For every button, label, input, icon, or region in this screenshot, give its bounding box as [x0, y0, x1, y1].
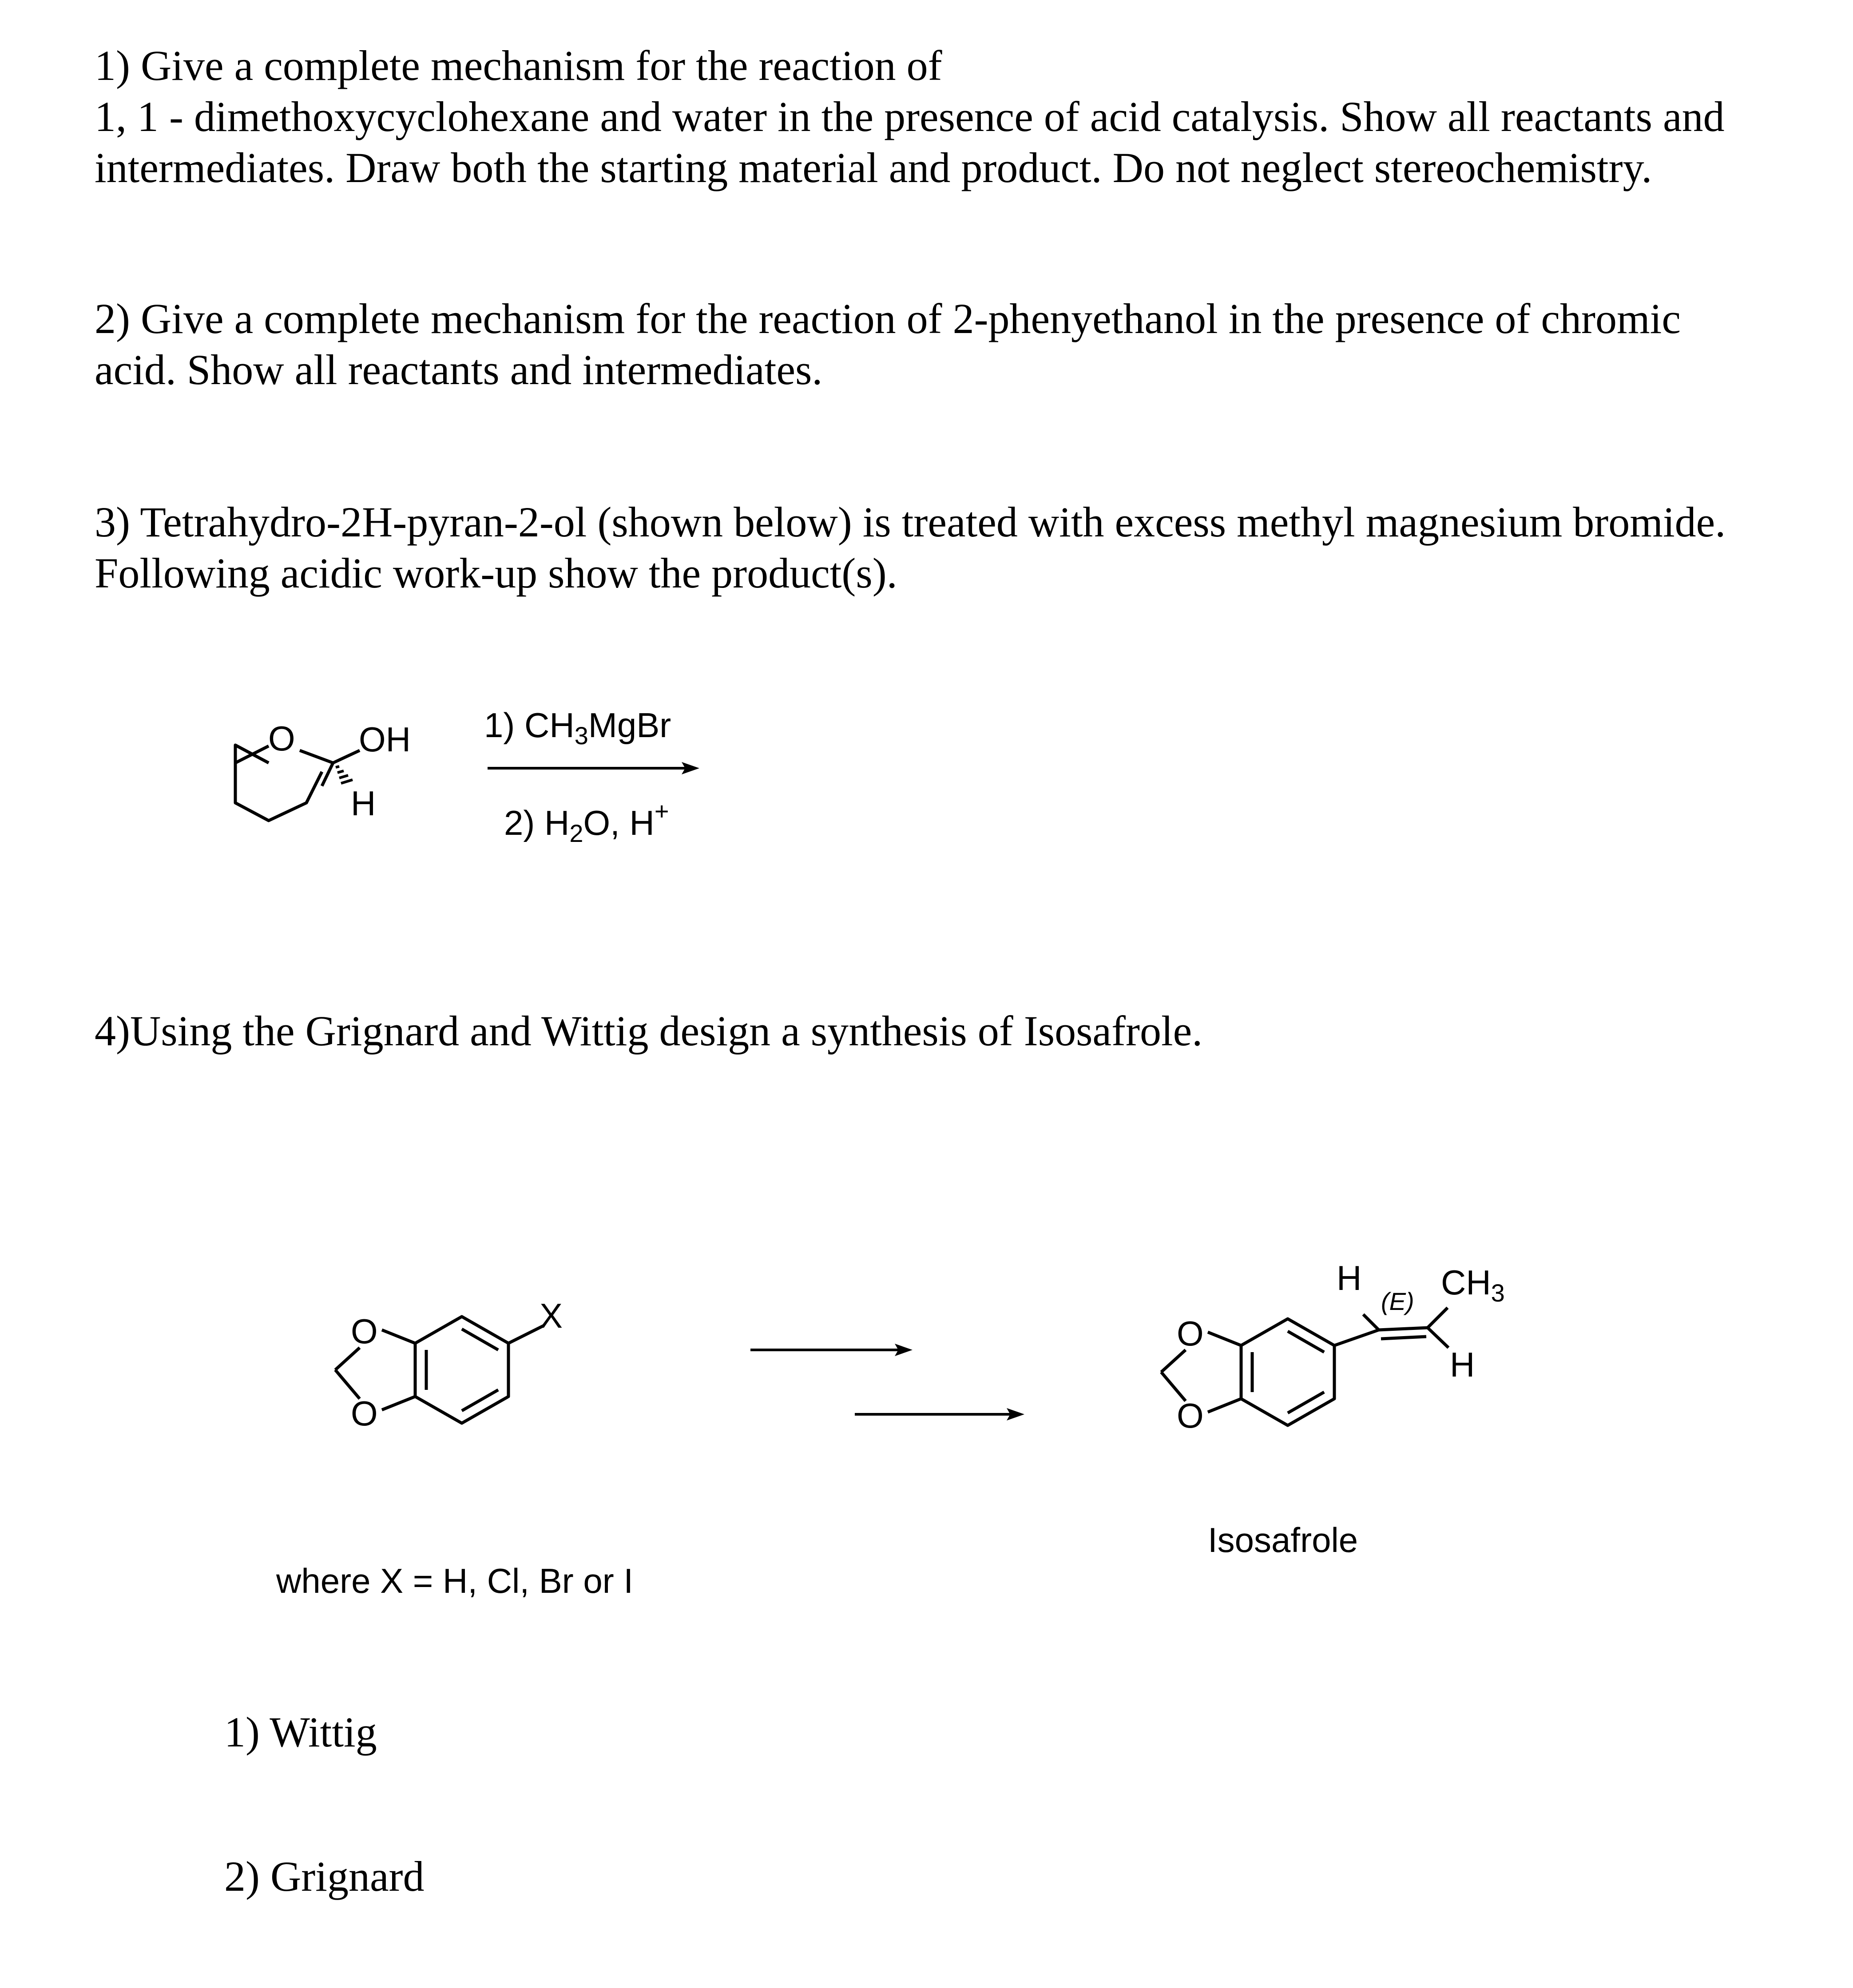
synthesis-arrow-1 — [750, 1344, 913, 1356]
question-2-line-1: 2) Give a complete mechanism for the reaction of 2-phenyethanol in the presence of chromic — [95, 295, 1681, 342]
e-stereo-label: (E) — [1381, 1287, 1414, 1315]
question-3-line-1: 3) Tetrahydro-2H-pyran-2-ol (shown below) is treated with excess methyl magnesium bromide. — [95, 498, 1726, 546]
question-2-line-2: acid. Show all reactants and intermediates. — [95, 346, 823, 393]
vinyl-ch3-bond — [1428, 1308, 1448, 1328]
oh-label: OH — [359, 720, 411, 759]
where-x-label: where X = H, Cl, Br or I — [276, 1561, 634, 1600]
aryl-x-bond — [508, 1325, 544, 1343]
ring-oxygen-label: O — [268, 719, 295, 758]
h-label: H — [351, 784, 376, 823]
question-1-line-1: 1) Give a complete mechanism for the reaction of — [95, 42, 942, 89]
dioxole-bond-c-o-top — [382, 1330, 415, 1343]
question-1-line-3: intermediates. Draw both the starting material and product. Do not neglect stereochemistry. — [95, 144, 1652, 191]
ch3-prefix: CH — [1441, 1263, 1491, 1302]
reagent-1-suffix: MgBr — [588, 706, 671, 745]
benzodioxole-o-bottom-label: O — [351, 1394, 378, 1433]
product-o-top-label: O — [1177, 1314, 1204, 1353]
ch3-label — [1441, 1263, 1505, 1307]
dioxole-bond-o-ch2-top — [335, 1348, 360, 1370]
alkene-bond-1 — [1379, 1328, 1428, 1330]
question-3-line-2: Following acidic work-up show the product(s). — [95, 549, 897, 597]
reagent-2-mid: O, H — [583, 803, 655, 842]
isosafrole-structure — [1161, 1308, 1448, 1425]
isosafrole-name-label: Isosafrole — [1208, 1520, 1358, 1559]
reagent-2-prefix: 2) H — [504, 803, 570, 842]
alkene-bond-2 — [1381, 1337, 1426, 1339]
vinyl-h-bond — [1363, 1314, 1379, 1330]
reagent-2-subscript: 2 — [569, 819, 583, 847]
step-1-wittig: 1) Wittig — [224, 1708, 377, 1756]
aryl-vinyl-bond — [1334, 1330, 1379, 1345]
vinyl-h-right-label: H — [1450, 1345, 1475, 1384]
product-o-bottom-label: O — [1177, 1396, 1204, 1435]
synthesis-arrow-2 — [855, 1408, 1024, 1421]
benzene-ring — [415, 1317, 508, 1423]
vinyl-h-label: H — [1337, 1258, 1362, 1298]
benzene-inner-double-2 — [462, 1390, 498, 1411]
vinyl-h-bond-right — [1428, 1328, 1448, 1348]
product-dioxole-bond-o-ch2-top — [1161, 1350, 1186, 1372]
benzodioxole-o-top-label: O — [351, 1312, 378, 1351]
benzene-inner-double-1 — [462, 1329, 498, 1350]
step-2-grignard: 2) Grignard — [224, 1853, 425, 1900]
product-benzene-inner-double-1 — [1288, 1331, 1324, 1352]
question-1-line-2: 1, 1 - dimethoxycyclohexane and water in the presence of acid catalysis. Show all reactants and — [95, 93, 1725, 140]
ch3-subscript: 3 — [1491, 1279, 1505, 1307]
reagent-2-superscript: + — [654, 797, 669, 825]
product-dioxole-bond-c-o-top — [1208, 1332, 1241, 1345]
question-4-line-1: 4)Using the Grignard and Wittig design a synthesis of Isosafrole. — [95, 1007, 1203, 1055]
product-benzene-ring — [1241, 1319, 1334, 1425]
substituent-x-label: X — [540, 1296, 563, 1335]
dioxole-bond-c-o-bottom — [382, 1397, 415, 1410]
product-dioxole-bond-c-o-bottom — [1208, 1399, 1241, 1412]
product-benzene-inner-double-2 — [1288, 1392, 1324, 1413]
reagent-1-prefix: 1) CH — [484, 706, 575, 745]
reagent-1-subscript: 3 — [574, 722, 588, 750]
